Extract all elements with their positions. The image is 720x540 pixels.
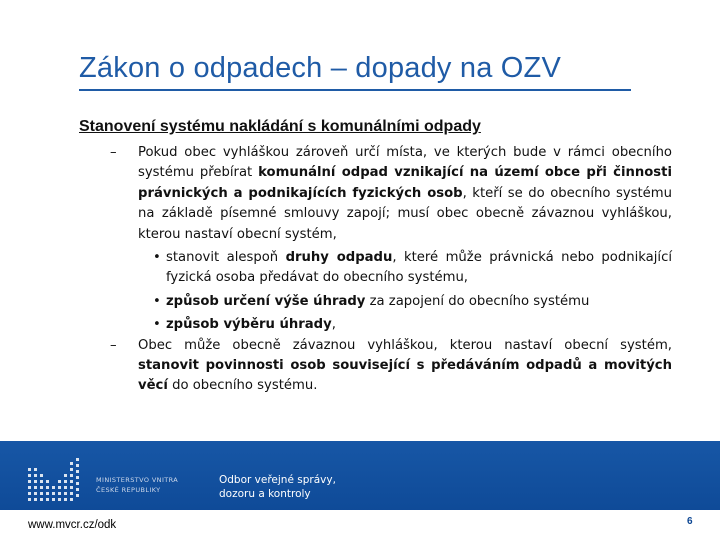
dash-item-2: – Obec může obecně závaznou vyhláškou, kterou nastaví obecní systém, stanovit povinnosti osob související s předáváním odpadů a movitých věcí do obecního systému. — [110, 337, 672, 394]
bullet-marker: • — [153, 317, 161, 333]
dash-item-1: – Pokud obec vyhláškou zároveň určí místa, ve kterých bude v rámci obecního systému přebírat komunální odpad vznikající na území obce při činnosti právnických a podnikajících fyzických osob, kteří se do obecního systému na základě písemné smlouvy zapojí; musí obec obecně závaznou vyhláškou, kterou nastaví obecní systém, — [110, 145, 672, 242]
bullet-item-1: • stanovit alespoň druhy odpadu, které může právnická nebo podnikající fyzická osoba předávat do obecního systému, — [153, 250, 672, 286]
mvcr-logo-icon — [26, 458, 90, 504]
slide-body — [110, 143, 672, 397]
dash-marker: – — [110, 337, 117, 353]
slide-title: Zákon o odpadech – dopady na OZV — [79, 52, 562, 84]
dash-marker: – — [110, 145, 117, 160]
slide-subtitle: Stanovení systému nakládání s komunálními odpady — [79, 118, 481, 135]
department-name: Odbor veřejné správy, dozoru a kontroly — [219, 474, 336, 500]
title-underline — [79, 89, 631, 91]
ministry-name: MINISTERSTVO VNITRA ČESKÉ REPUBLIKY — [96, 476, 179, 494]
bullet-marker: • — [153, 293, 161, 309]
bullet-item-2: • způsob určení výše úhrady za zapojení do obecního systému — [110, 292, 672, 312]
footer-url-link[interactable]: www.mvcr.cz/odk — [28, 519, 117, 531]
page-number: 6 — [687, 516, 693, 527]
bullet-marker: • — [153, 250, 161, 266]
bullet-item-3: • způsob výběru úhrady, — [110, 315, 672, 335]
